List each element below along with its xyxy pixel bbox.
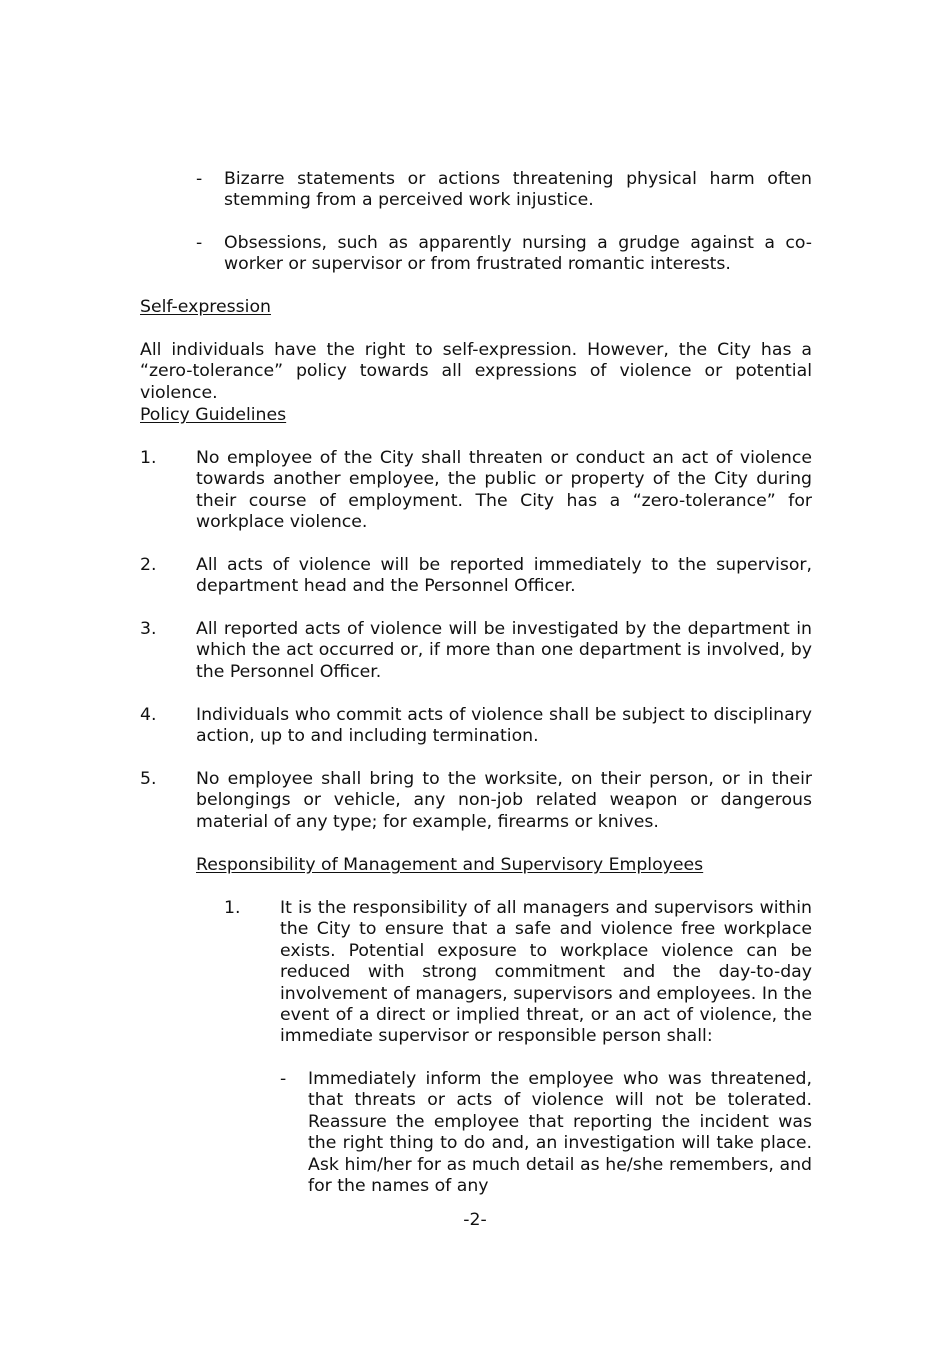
page-number: -2- [463, 1210, 487, 1230]
responsibility-item-number: 1. [224, 898, 241, 918]
responsibility-item-text: It is the responsibility of all managers and supervisors within the City to ensure that a safe and violence free workplace exists. Potential exposure to workplace violence can be reduced with strong commitment and the day-to-day involvement of managers, supervisors and employees. In the event of a direct or implied threat, or an act of violence, the immediate supervisor or responsible person shall: [280, 898, 812, 1047]
sub-bullet-text: Immediately inform the employee who was threatened, that threats or acts of violence will not be tolerated. Reassure the employee that reporting the incident was the right thing to do and, an investigation will take place. Ask him/her for as much detail as he/she remembers, and for the names of any [308, 1069, 812, 1197]
policy-item-number: 1. [140, 448, 157, 468]
policy-guidelines-heading: Policy Guidelines [140, 405, 287, 425]
policy-item-text: No employee of the City shall threaten or conduct an act of violence towards another employee, the public or property of the City during their course of employment. The City has a “zero-tolerance” for workplace violence. [196, 448, 812, 533]
bullet-text: Obsessions, such as apparently nursing a grudge against a co-worker or supervisor or from frustrated romantic interests. [224, 233, 812, 275]
bullet-text: Bizarre statements or actions threatening physical harm often stemming from a perceived work injustice. [224, 169, 812, 211]
policy-item-5 [140, 769, 812, 833]
responsibility-heading: Responsibility of Management and Supervisory Employees [196, 855, 704, 875]
policy-item-number: 4. [140, 705, 157, 725]
policy-item-4 [140, 705, 812, 748]
policy-item-text: No employee shall bring to the worksite, on their person, or in their belongings or vehicle, any non-job related weapon or dangerous material of any type; for example, firearms or knives. [196, 769, 812, 832]
policy-item-text: Individuals who commit acts of violence shall be subject to disciplinary action, up to and including termination. [196, 705, 812, 747]
self-expression-body: All individuals have the right to self-expression. However, the City has a “zero-tolerance” policy towards all expressions of violence or potential violence. [140, 340, 812, 403]
policy-item-2 [140, 555, 812, 598]
policy-item-number: 3. [140, 619, 157, 639]
policy-item-1 [140, 448, 812, 534]
policy-item-number: 5. [140, 769, 157, 789]
policy-item-text: All acts of violence will be reported immediately to the supervisor, department head and the Personnel Officer. [196, 555, 812, 597]
intro-bullet-2 [140, 233, 812, 276]
responsibility-item-1 [196, 898, 812, 1048]
sub-bullet-marker: - [280, 1069, 287, 1089]
self-expression-heading: Self-expression [140, 297, 271, 317]
policy-item-3 [140, 619, 812, 683]
intro-bullet-1 [140, 169, 812, 212]
responsibility-sub-bullet [280, 1069, 812, 1197]
bullet-marker: - [196, 169, 203, 189]
policy-item-number: 2. [140, 555, 157, 575]
policy-item-text: All reported acts of violence will be investigated by the department in which the act occurred or, if more than one department is involved, by the Personnel Officer. [196, 619, 812, 682]
bullet-marker: - [196, 233, 203, 253]
